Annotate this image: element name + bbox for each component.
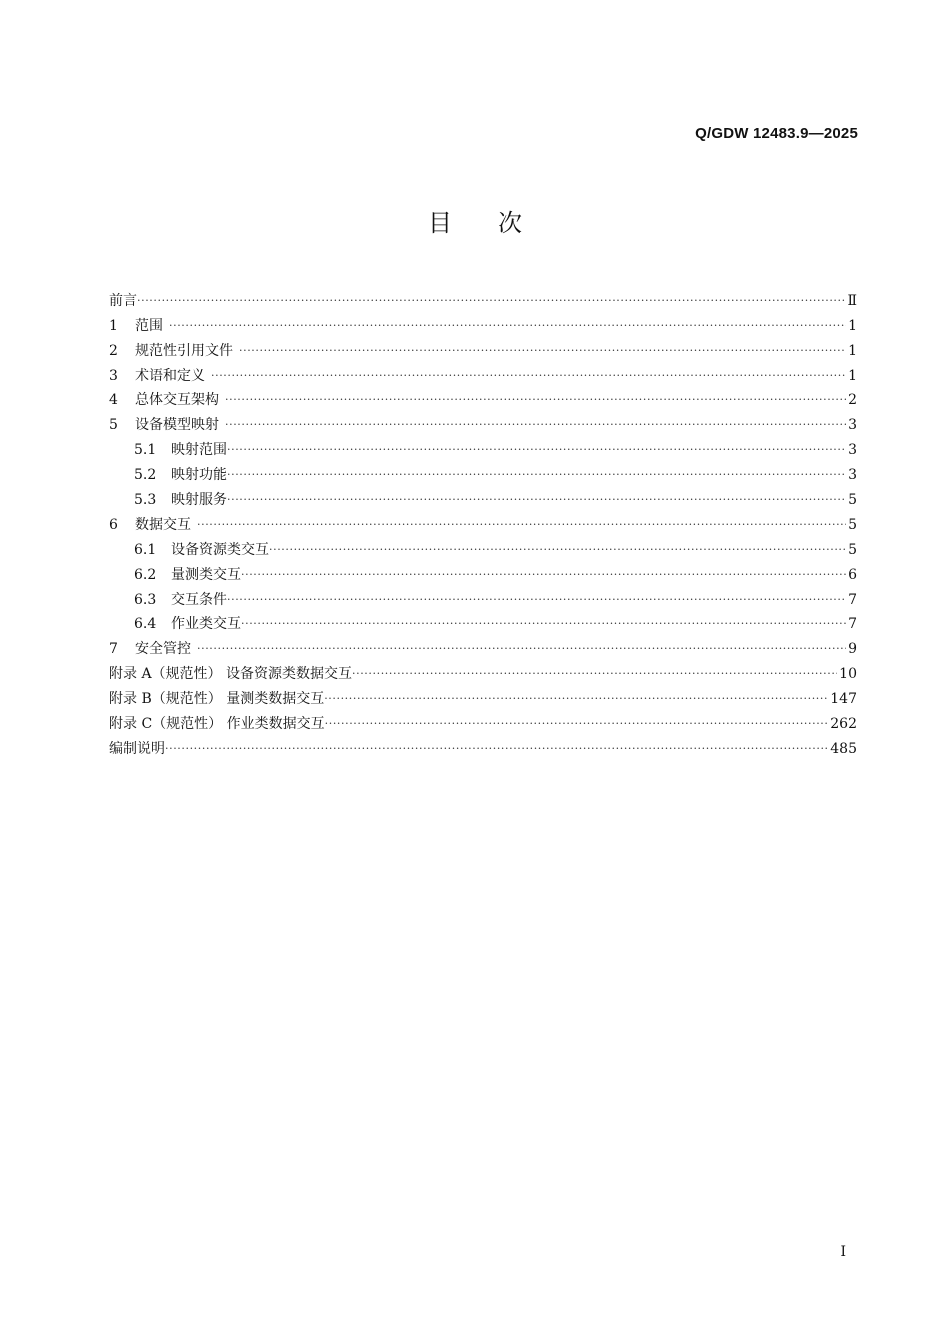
toc-leader-dots bbox=[269, 541, 846, 559]
page-title-char-2: 次 bbox=[498, 209, 522, 237]
toc-entry-label: 附录 B（规范性） 量测类数据交互 bbox=[109, 691, 325, 708]
toc-entry-number: 7 bbox=[109, 641, 118, 658]
toc-entry-label: 作业类交互 bbox=[171, 616, 241, 633]
toc-entry-number: 1 bbox=[109, 317, 118, 334]
page-title-char-1: 目 bbox=[428, 209, 452, 237]
toc-entry-page: 147 bbox=[830, 691, 857, 708]
toc-entry-number: 5.2 bbox=[134, 467, 157, 484]
toc-entry[interactable] bbox=[109, 310, 857, 335]
toc-entry-page: 3 bbox=[848, 467, 857, 484]
toc-entry-label: 设备模型映射 bbox=[135, 417, 219, 434]
toc-entry-number: 4 bbox=[109, 392, 118, 409]
toc-entry-page: 1 bbox=[848, 317, 857, 334]
toc-entry-number: 2 bbox=[109, 342, 118, 359]
toc-entry-label: 映射功能 bbox=[171, 467, 227, 484]
document-code: Q/GDW 12483.9—2025 bbox=[695, 125, 858, 142]
toc-leader-dots bbox=[241, 615, 846, 633]
toc-entry[interactable] bbox=[109, 385, 857, 410]
toc-entry[interactable] bbox=[109, 683, 857, 708]
toc-entry[interactable] bbox=[109, 285, 857, 310]
toc-entry-page: 7 bbox=[848, 591, 857, 608]
toc-leader-dots bbox=[225, 416, 846, 434]
toc-entry-label: 映射范围 bbox=[171, 442, 227, 459]
toc-entry-page: 3 bbox=[848, 442, 857, 459]
toc-entry-number: 5 bbox=[109, 417, 118, 434]
toc-entry-label: 范围 bbox=[135, 317, 163, 334]
toc-leader-dots bbox=[227, 591, 846, 609]
toc-entry[interactable] bbox=[109, 633, 857, 658]
toc-entry-page: 3 bbox=[848, 417, 857, 434]
toc-entry-label: 前言 bbox=[109, 292, 137, 309]
toc-leader-dots bbox=[352, 665, 837, 683]
page-title bbox=[0, 203, 950, 238]
toc-leader-dots bbox=[211, 367, 846, 385]
toc-leader-dots bbox=[325, 715, 829, 733]
toc-entry-number: 6.3 bbox=[134, 591, 157, 608]
toc-entry-label: 规范性引用文件 bbox=[135, 342, 233, 359]
toc-leader-dots bbox=[225, 391, 846, 409]
toc-leader-dots bbox=[239, 342, 846, 360]
toc-entry-page: 485 bbox=[830, 740, 857, 757]
toc-entry-number: 3 bbox=[109, 367, 118, 384]
toc-entry[interactable] bbox=[109, 534, 857, 559]
toc-entry[interactable] bbox=[109, 434, 857, 459]
toc-entry[interactable] bbox=[109, 609, 857, 634]
toc-leader-dots bbox=[197, 640, 846, 658]
toc-leader-dots bbox=[227, 491, 846, 509]
toc-entry-number: 6.4 bbox=[134, 616, 157, 633]
toc-entry[interactable] bbox=[109, 559, 857, 584]
toc-leader-dots bbox=[241, 566, 846, 584]
toc-leader-dots bbox=[137, 292, 845, 310]
toc-entry-page: 1 bbox=[848, 342, 857, 359]
toc-entry-number: 6.2 bbox=[134, 566, 157, 583]
toc-entry-page: 1 bbox=[848, 367, 857, 384]
toc-entry-page: 262 bbox=[830, 716, 857, 733]
toc-entry[interactable] bbox=[109, 708, 857, 733]
toc-entry[interactable] bbox=[109, 409, 857, 434]
toc-entry-label: 附录 C（规范性） 作业类数据交互 bbox=[109, 716, 325, 733]
toc-entry-page: 9 bbox=[848, 641, 857, 658]
toc-entry-page: 6 bbox=[848, 566, 857, 583]
toc-entry-page: 5 bbox=[848, 492, 857, 509]
footer-page-number: I bbox=[840, 1244, 846, 1260]
toc-leader-dots bbox=[227, 441, 846, 459]
toc-leader-dots bbox=[165, 740, 828, 758]
toc-entry-label: 交互条件 bbox=[171, 591, 227, 608]
toc-entry-number: 5.1 bbox=[134, 442, 157, 459]
toc-entry-page: 5 bbox=[848, 541, 857, 558]
toc-entry-label: 设备资源类交互 bbox=[171, 541, 269, 558]
toc-entry-label: 量测类交互 bbox=[171, 566, 241, 583]
toc-entry-page: 2 bbox=[848, 392, 857, 409]
toc-entry[interactable] bbox=[109, 584, 857, 609]
toc-entry[interactable] bbox=[109, 733, 857, 758]
toc-entry[interactable] bbox=[109, 459, 857, 484]
toc-entry-page: 10 bbox=[839, 666, 857, 683]
toc-entry[interactable] bbox=[109, 484, 857, 509]
toc-leader-dots bbox=[169, 317, 846, 335]
toc-leader-dots bbox=[197, 516, 846, 534]
toc-entry-label: 附录 A（规范性） 设备资源类数据交互 bbox=[109, 666, 353, 683]
toc-entry[interactable] bbox=[109, 509, 857, 534]
toc-entry-page: 7 bbox=[848, 616, 857, 633]
toc-entry-label: 映射服务 bbox=[171, 492, 227, 509]
toc-entry-label: 术语和定义 bbox=[135, 367, 205, 384]
toc-entry-label: 总体交互架构 bbox=[135, 392, 219, 409]
toc-entry-number: 6 bbox=[109, 516, 118, 533]
toc-leader-dots bbox=[324, 690, 828, 708]
toc-entry[interactable] bbox=[109, 658, 857, 683]
toc-entry-number: 5.3 bbox=[134, 492, 157, 509]
toc-entry[interactable] bbox=[109, 335, 857, 360]
toc-entry-page: Ⅱ bbox=[847, 292, 857, 309]
toc-entry[interactable] bbox=[109, 360, 857, 385]
toc-entry-label: 安全管控 bbox=[135, 641, 191, 658]
toc-leader-dots bbox=[227, 466, 846, 484]
toc-entry-label: 数据交互 bbox=[135, 516, 191, 533]
toc-entry-page: 5 bbox=[848, 516, 857, 533]
table-of-contents bbox=[109, 285, 857, 758]
toc-entry-number: 6.1 bbox=[134, 541, 157, 558]
toc-entry-label: 编制说明 bbox=[109, 740, 165, 757]
